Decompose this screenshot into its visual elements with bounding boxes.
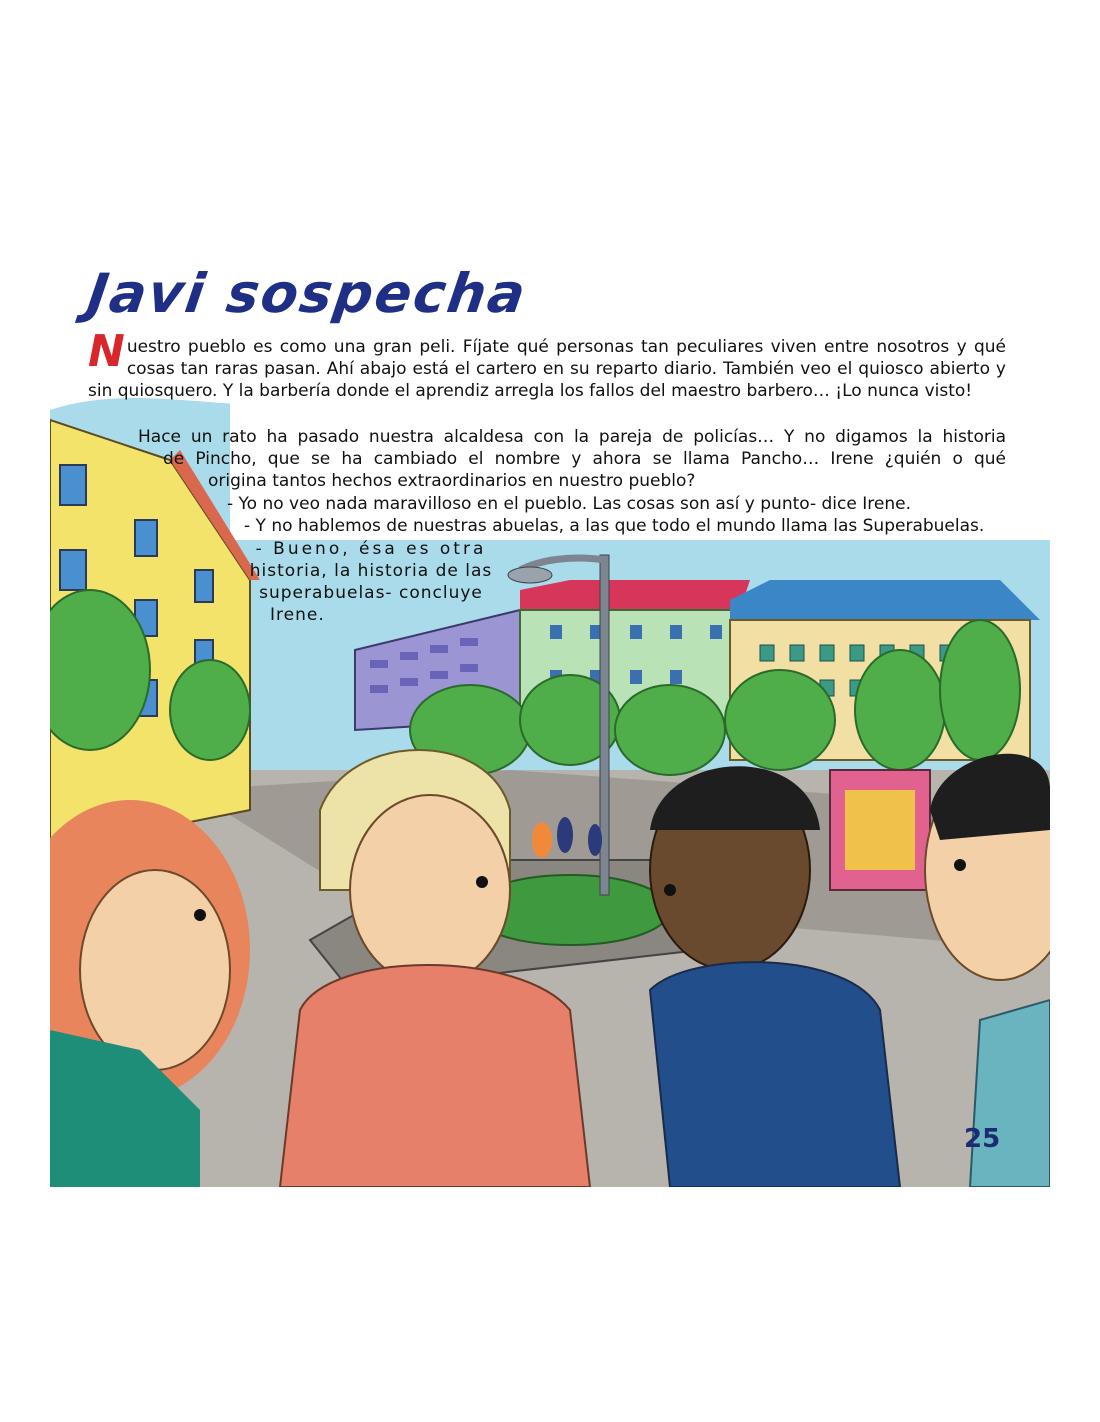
paragraph-intro: [88, 326, 1006, 402]
paragraph2-line3: origina tantos hechos extraordinarios en nuestro pueblo?: [208, 471, 696, 491]
paragraph2-line1: Hace un rato ha pasado nuestra alcaldesa con la pareja de policías… Y no digamos la historia: [138, 427, 1006, 447]
bubble-line-4: Irene.: [270, 605, 325, 625]
dialogue-line-1: - Yo no veo nada maravilloso en el pueblo. Las cosas son así y punto- dice Irene.: [227, 494, 911, 514]
paragraph2-line2: de Pincho, que se ha cambiado el nombre y ahora se llama Pancho… Irene ¿quién o qué: [163, 449, 1006, 469]
page-number: 25: [964, 1124, 1001, 1154]
dialogue-line-2: - Y no hablemos de nuestras abuelas, a las que todo el mundo llama las Superabuelas.: [244, 516, 985, 536]
bubble-line-3: superabuelas- concluye: [259, 583, 483, 603]
bubble-line-1: - Bueno, ésa es otra: [255, 539, 487, 559]
paragraph-intro-text: uestro pueblo es como una gran peli. Fíjate qué personas tan peculiares viven entre nosotros y qué cosas tan raras pasan. Ahí abajo está el cartero en su reparto diario. También veo el quiosco abierto y sin quiosquero. Y la barbería donde el aprendiz arregla los fallos del maestro barbero… ¡Lo nunca visto!: [88, 337, 1006, 401]
bubble-line-2: historia, la historia de las: [249, 561, 493, 581]
page-title: Javi sospecha: [83, 262, 532, 325]
dropcap-letter: N: [88, 326, 125, 377]
speech-text-block: [248, 538, 494, 626]
